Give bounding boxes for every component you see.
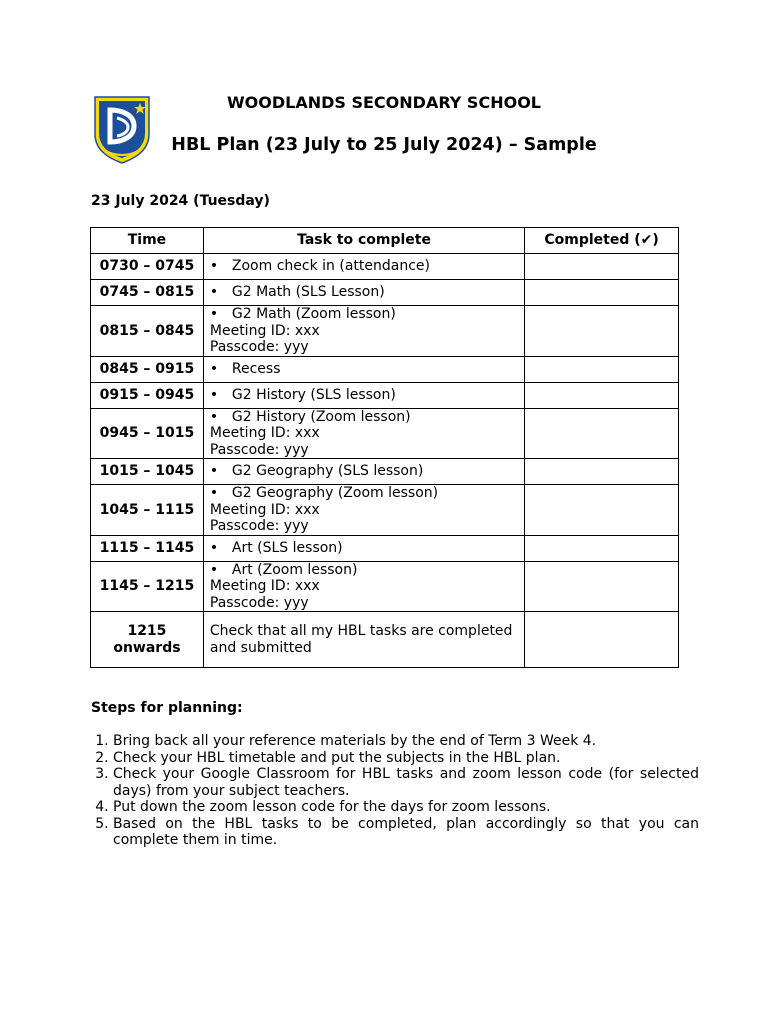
time-line: 1215 [127,623,167,639]
bullet-icon: • [209,284,219,301]
time-cell: 0845 – 0915 [91,356,204,382]
task-cell [203,280,524,306]
bullet-icon: • [209,485,219,501]
task-cell [203,485,524,536]
bullet-icon: • [209,386,219,403]
bullet-icon: • [209,561,219,578]
meeting-id: Meeting ID: xxx [209,322,320,339]
school-name: WOODLANDS SECONDARY SCHOOL [227,93,541,112]
table-row [91,254,679,280]
task-cell [203,254,524,280]
task-text: G2 Math (Zoom lesson) [231,306,396,322]
meeting-id: Meeting ID: xxx [209,578,320,594]
time-cell: 1045 – 1115 [91,485,204,536]
task-cell [203,561,524,612]
time-cell: 0945 – 1015 [91,408,204,459]
meeting-id: Meeting ID: xxx [209,425,320,441]
time-cell: 0915 – 0945 [91,382,204,408]
table-row [91,485,679,536]
table-row [91,306,679,357]
date-heading: 23 July 2024 (Tuesday) [91,193,270,209]
time-cell: 0745 – 0815 [91,280,204,306]
task-text: G2 Geography (SLS lesson) [231,463,424,480]
time-cell: 0815 – 0845 [91,306,204,357]
task-cell [203,408,524,459]
completed-cell[interactable] [525,612,679,668]
column-header-task: Task to complete [203,228,524,254]
time-cell: 1115 – 1145 [91,535,204,561]
passcode: Passcode: yyy [209,441,309,458]
completed-cell[interactable] [525,306,679,357]
completed-cell[interactable] [525,485,679,536]
time-cell [91,612,204,668]
completed-cell[interactable] [525,408,679,459]
table-row [91,459,679,485]
passcode: Passcode: yyy [209,518,309,534]
time-cell: 1015 – 1045 [91,459,204,485]
task-cell [203,306,524,357]
list-item: 2. Check your HBL timetable and put the subjects in the HBL plan. [113,750,699,767]
table-row [91,280,679,306]
task-text: G2 Geography (Zoom lesson) [231,485,439,501]
steps-list [91,733,699,849]
bullet-icon: • [209,539,219,556]
plan-title: HBL Plan (23 July to 25 July 2024) – Sample [171,135,597,155]
list-item: 1. Bring back all your reference materials by the end of Term 3 Week 4. [113,733,699,750]
task-text: Art (SLS lesson) [231,539,343,556]
passcode: Passcode: yyy [209,594,309,611]
completed-cell[interactable] [525,561,679,612]
passcode: Passcode: yyy [209,339,309,355]
task-text: Recess [231,360,281,377]
task-text: G2 Math (SLS Lesson) [231,284,385,301]
bullet-icon: • [209,360,219,377]
completed-cell[interactable] [525,459,679,485]
time-cell: 0730 – 0745 [91,254,204,280]
column-header-time: Time [91,228,204,254]
bullet-icon: • [209,408,219,425]
task-cell: Check that all my HBL tasks are completed and submitted [203,612,524,668]
list-item: 4. Put down the zoom lesson code for the days for zoom lessons. [113,799,699,816]
task-cell [203,382,524,408]
bullet-icon: • [209,306,219,322]
time-line: onwards [113,639,181,656]
completed-cell[interactable] [525,280,679,306]
completed-cell[interactable] [525,254,679,280]
task-cell [203,535,524,561]
table-row [91,408,679,459]
bullet-icon: • [209,463,219,480]
task-text: G2 History (Zoom lesson) [231,408,411,425]
hbl-plan-table [90,227,679,668]
column-header-completed: Completed (✔) [525,228,679,254]
table-header-row [91,228,679,254]
table-row [91,356,679,382]
table-row [91,535,679,561]
steps-title: Steps for planning: [91,700,243,716]
task-cell [203,356,524,382]
task-cell [203,459,524,485]
bullet-icon: • [209,258,219,275]
list-item: 3. Check your Google Classroom for HBL tasks and zoom lesson code (for selected days) from your subject teachers. [113,766,699,799]
completed-cell[interactable] [525,356,679,382]
list-item: 5. Based on the HBL tasks to be completed, plan accordingly so that you can complete them in time. [113,816,699,849]
table-row [91,382,679,408]
task-text: G2 History (SLS lesson) [231,386,396,403]
meeting-id: Meeting ID: xxx [209,501,320,518]
table-row [91,612,679,668]
task-text: Art (Zoom lesson) [231,561,358,578]
table-row [91,561,679,612]
task-text: Zoom check in (attendance) [231,258,430,275]
time-cell: 1145 – 1215 [91,561,204,612]
completed-cell[interactable] [525,535,679,561]
completed-cell[interactable] [525,382,679,408]
